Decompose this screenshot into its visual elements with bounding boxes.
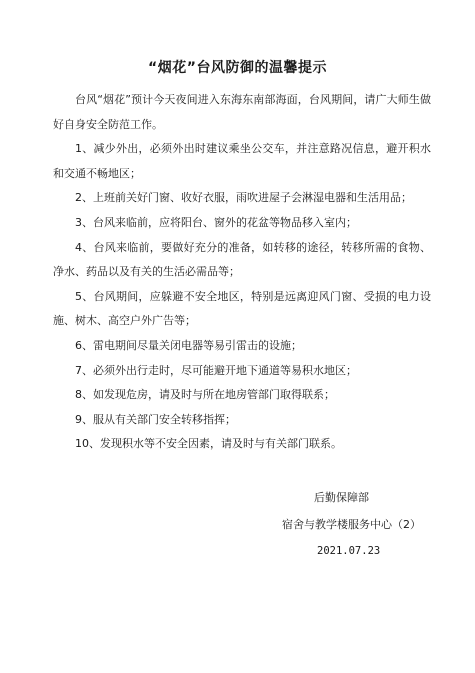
tip-item-2: 2、上班前关好门窗、收好衣服，雨吹进屋子会淋湿电器和生活用品； — [75, 191, 412, 205]
tip-item-1: 1、减少外出，必须外出时建议乘坐公交车，并注意路况信息，避开积水和交通不畅地区； — [53, 142, 431, 180]
notice-title: “烟花”台风防御的温馨提示 — [148, 60, 327, 76]
signature-department: 后勤保障部 — [314, 491, 369, 504]
tip-item-10: 10、发现积水等不安全因素，请及时与有关部门联系。 — [75, 437, 342, 451]
tip-item-8: 8、如发现危房，请及时与所在地房管部门取得联系； — [75, 388, 335, 402]
signature-center: 宿舍与教学楼服务中心（2） — [282, 518, 421, 531]
notice-body — [53, 88, 431, 457]
signature-date: 2021.07.23 — [317, 545, 381, 557]
tip-item-7: 7、必须外出行走时，尽可能避开地下通道等易积水地区； — [75, 363, 357, 377]
tip-item-9: 9、服从有关部门安全转移指挥； — [75, 412, 236, 426]
tip-item-6: 6、雷电期间尽量关闭电器等易引雷击的设施； — [75, 338, 302, 352]
intro-paragraph: 台风“烟花”预计今天夜间进入东海东南部海面，台风期间，请广大师生做好自身安全防范工作。 — [53, 93, 431, 131]
tip-item-4: 4、台风来临前，要做好充分的准备，如转移的途径，转移所需的食物、净水、药品以及有关的生活必需品等； — [53, 240, 431, 279]
tip-item-5: 5、台风期间，应躲避不安全地区，特别是远离迎风门窗、受损的电力设施、树木、高空户外广告等； — [53, 289, 431, 328]
tip-item-3: 3、台风来临前，应将阳台、窗外的花盆等物品移入室内； — [75, 215, 357, 229]
